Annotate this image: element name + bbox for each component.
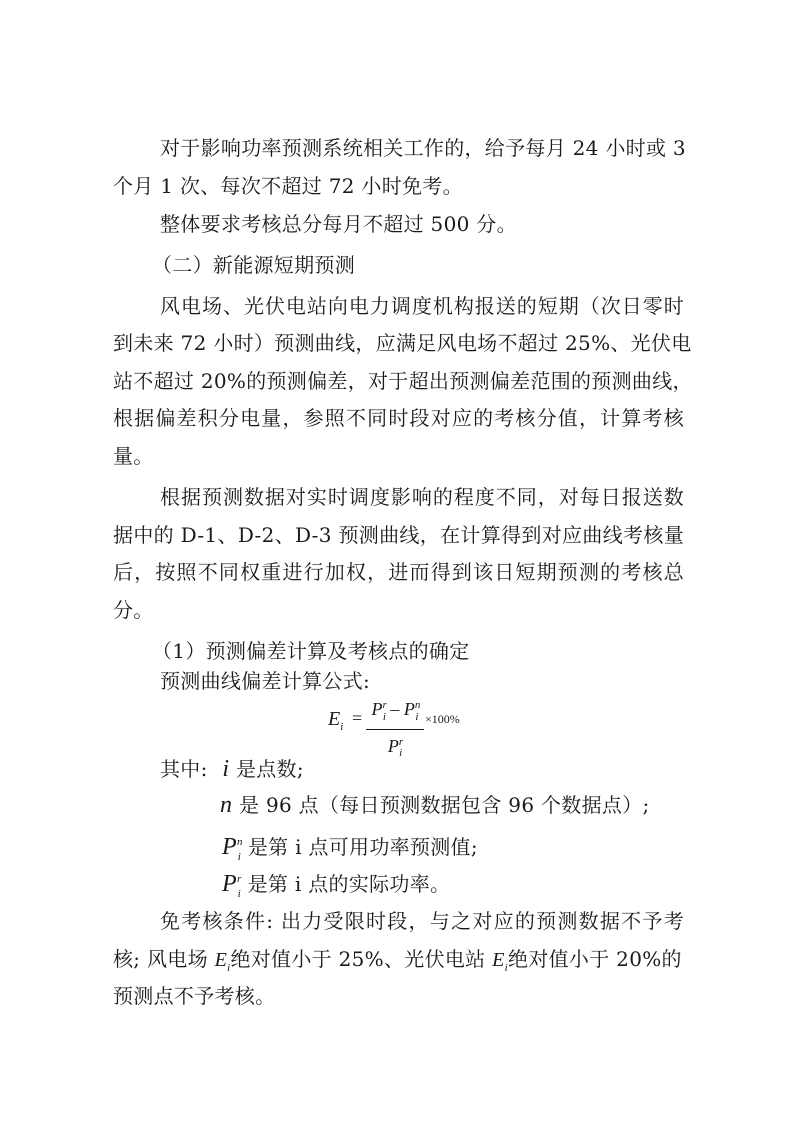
definition-n xyxy=(220,786,650,824)
symbol-p-r: $P^r_i$ xyxy=(222,871,242,900)
exemption-threshold-text: 绝对值小于 20%的 xyxy=(508,947,682,971)
paragraph-4-line-4: 分。 xyxy=(113,598,154,622)
paragraph-3-line-4: 根据偏差积分电量，参照不同时段对应的考核分值，计算考核 xyxy=(113,406,684,430)
formula-intro: 预测曲线偏差计算公式: xyxy=(160,669,371,693)
paragraph-2: 整体要求考核总分每月不超过 500 分。 xyxy=(160,212,517,236)
definition-i-text: 是点数; xyxy=(235,757,304,781)
exemption-line-1: 免考核条件: 出力受限时段，与之对应的预测数据不予考 xyxy=(160,909,684,933)
symbol-e-i-pv: $E_i$ xyxy=(492,949,509,974)
paragraph-4-line-2: 据中的 D-1、D-2、D-3 预测曲线，在计算得到对应曲线考核量 xyxy=(113,523,684,547)
subsection-heading: （1）预测偏差计算及考核点的确定 xyxy=(152,639,470,663)
paragraph-3-line-5: 量。 xyxy=(113,444,154,468)
paragraph-1-line-1: 对于影响功率预测系统相关工作的，给予每月 24 小时或 3 xyxy=(160,136,686,160)
paragraph-4-line-3: 后，按照不同权重进行加权，进而得到该日短期预测的考核总 xyxy=(113,560,684,584)
definition-pn-text: 是第 i 点可用功率预测值; xyxy=(247,835,478,859)
exemption-wind-text: 核; 风电场 xyxy=(113,947,215,971)
symbol-i: i xyxy=(222,756,230,782)
symbol-n: n xyxy=(220,792,233,818)
paragraph-3-line-2: 到未来 72 小时）预测曲线，应满足风电场不超过 25%、光伏电 xyxy=(113,331,692,355)
where-label: 其中: xyxy=(160,757,208,781)
symbol-p-n: $P^n_i$ xyxy=(222,834,243,863)
formula-fraction xyxy=(366,694,424,764)
paragraph-4-line-1: 根据预测数据对实时调度影响的程度不同，对每日报送数 xyxy=(160,485,684,509)
definition-pr-text: 是第 i 点的实际功率。 xyxy=(247,872,451,896)
paragraph-3-line-3: 站不超过 20%的预测偏差，对于超出预测偏差范围的预测曲线， xyxy=(113,369,693,393)
formula-denominator: $P^r_i$ xyxy=(387,735,404,760)
paragraph-1-line-2: 个月 1 次、每次不超过 72 小时免考。 xyxy=(113,174,463,198)
definition-i xyxy=(160,750,304,788)
definition-n-text: 是 96 点（每日预测数据包含 96 个数据点）; xyxy=(238,793,650,817)
exemption-line-3: 预测点不予考核。 xyxy=(113,984,276,1008)
exemption-pv-text: 绝对值小于 25%、光伏电站 xyxy=(230,947,493,971)
deviation-formula xyxy=(328,694,488,760)
formula-numerator: $P^r_i - P^n_i$ xyxy=(371,699,421,723)
fraction-bar xyxy=(366,729,424,730)
section-heading: （二）新能源短期预测 xyxy=(152,253,355,277)
formula-lhs: $E_i$ xyxy=(328,708,344,733)
symbol-e-i-wind: $E_i$ xyxy=(214,949,231,974)
formula-percent: ×100% xyxy=(425,712,460,726)
paragraph-3-line-1: 风电场、光伏电站向电力调度机构报送的短期（次日零时 xyxy=(160,294,684,318)
formula-equals: = xyxy=(352,708,363,728)
